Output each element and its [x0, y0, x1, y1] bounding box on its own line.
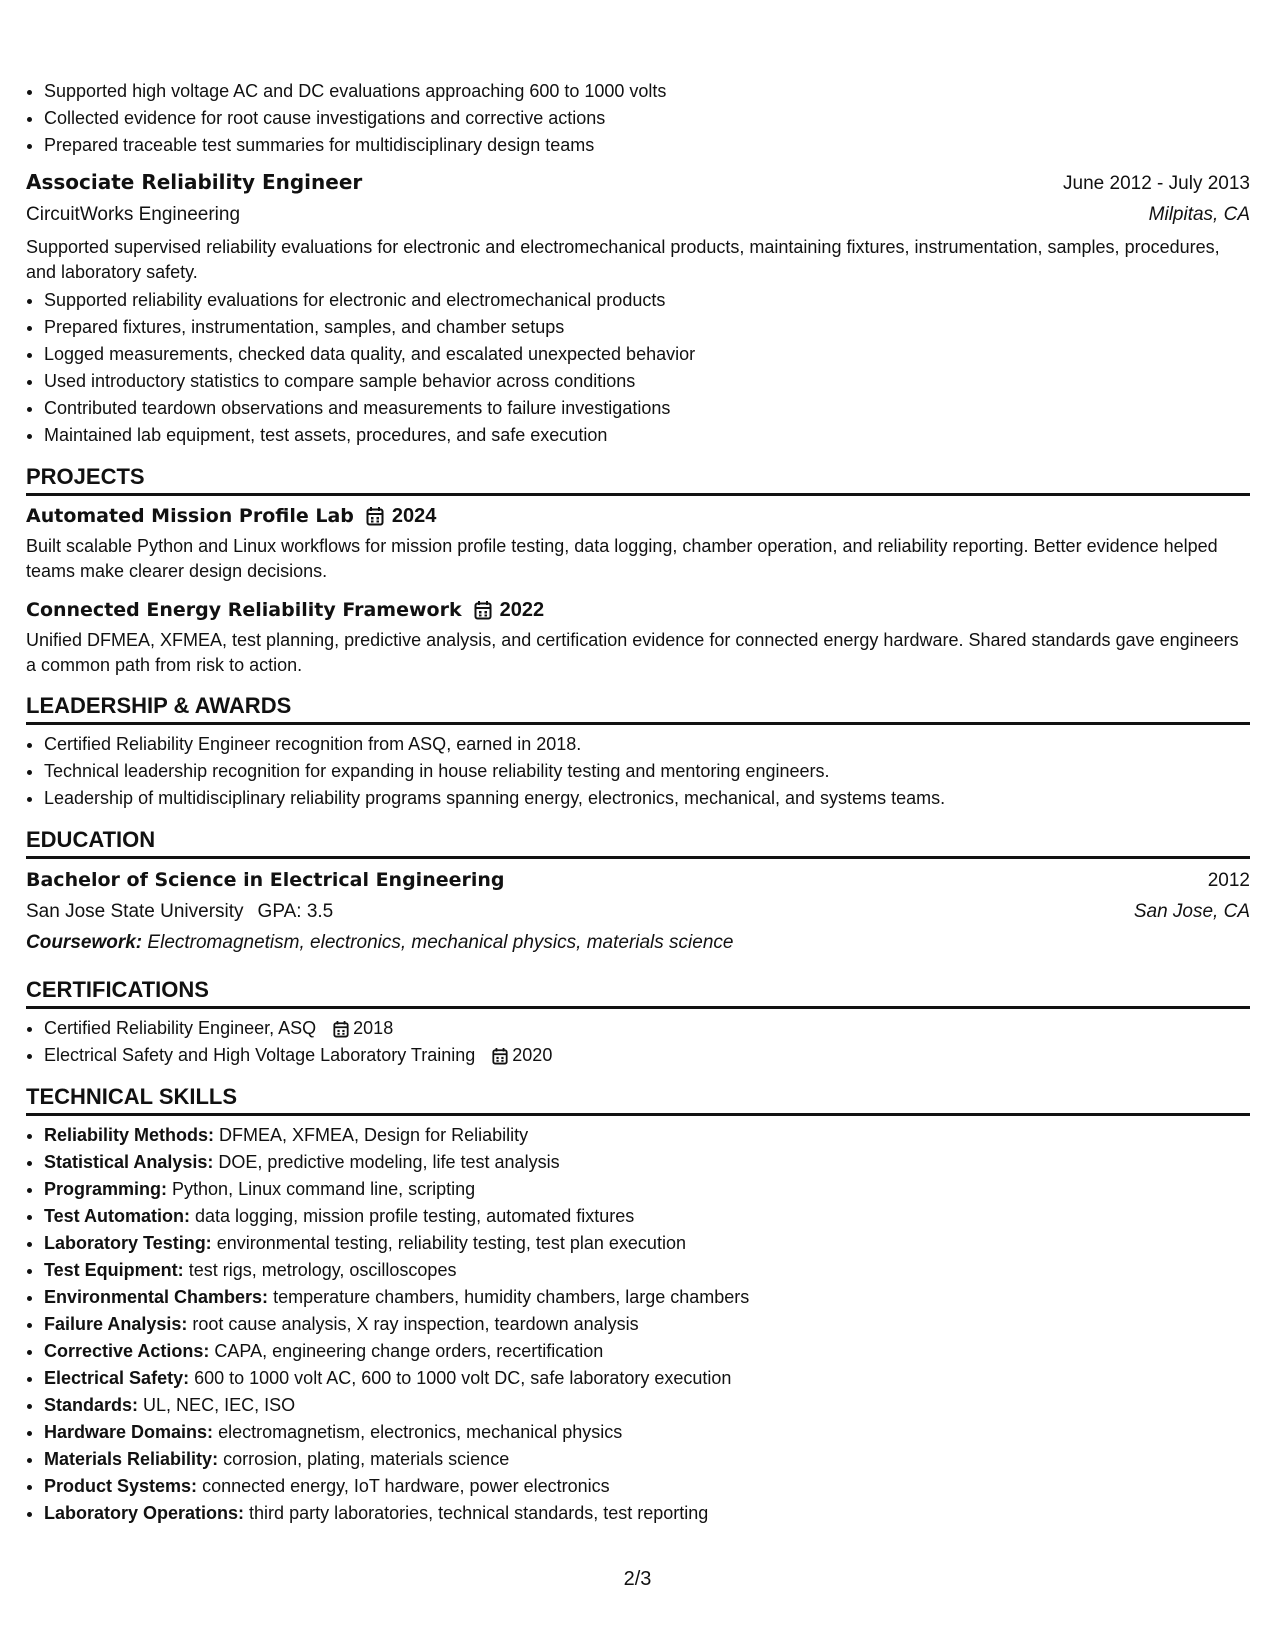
gpa: GPA: 3.5	[257, 901, 334, 922]
skill-label: Test Equipment:	[44, 1260, 184, 1280]
skill-item	[44, 1446, 1250, 1473]
bullet-item: • Contributed teardown observations and measurements to failure investigations	[44, 395, 1250, 422]
skill-value: CAPA, engineering change orders, recertification	[214, 1341, 604, 1361]
skill-value: temperature chambers, humidity chambers, large chambers	[273, 1287, 750, 1307]
section-heading-projects: PROJECTS	[26, 463, 1250, 496]
skill-value: Python, Linux command line, scripting	[172, 1179, 476, 1199]
skill-label: Hardware Domains:	[44, 1422, 214, 1442]
skill-label: Product Systems:	[44, 1476, 198, 1496]
skill-item	[44, 1149, 1250, 1176]
awards-list	[26, 731, 1250, 812]
skill-item	[44, 1176, 1250, 1203]
skill-value: connected energy, IoT hardware, power electronics	[202, 1476, 610, 1496]
bullet-item: • Supported reliability evaluations for electronic and electromechanical products	[44, 287, 1250, 314]
skill-item	[44, 1122, 1250, 1149]
project-title: Automated Mission Profile Lab	[26, 505, 354, 527]
resume-page	[26, 78, 1250, 1527]
skill-label: Statistical Analysis:	[44, 1152, 214, 1172]
bullet-item: • Used introductory statistics to compare sample behavior across conditions	[44, 368, 1250, 395]
skill-item	[44, 1203, 1250, 1230]
skill-label: Electrical Safety:	[44, 1368, 190, 1388]
skill-item	[44, 1338, 1250, 1365]
calendar-icon	[366, 506, 384, 526]
award-item: • Technical leadership recognition for expanding in house reliability testing and mentoring engineers.	[44, 758, 1250, 785]
skill-value: root cause analysis, X ray inspection, teardown analysis	[192, 1314, 639, 1334]
calendar-icon	[474, 600, 492, 620]
bullet-item: • Logged measurements, checked data quality, and escalated unexpected behavior	[44, 341, 1250, 368]
skill-item	[44, 1257, 1250, 1284]
certification-name: Electrical Safety and High Voltage Laboratory Training	[44, 1045, 476, 1065]
bullet-item: • Prepared traceable test summaries for multidisciplinary design teams	[44, 132, 1250, 159]
section-heading-certifications: CERTIFICATIONS	[26, 976, 1250, 1009]
calendar-icon	[492, 1047, 508, 1065]
bullet-item: • Maintained lab equipment, test assets, procedures, and safe execution	[44, 422, 1250, 449]
skill-item	[44, 1392, 1250, 1419]
coursework-label: Coursework:	[26, 932, 143, 953]
skill-label: Laboratory Testing:	[44, 1233, 212, 1253]
project-description: Built scalable Python and Linux workflows for mission profile testing, data logging, chamber operation, and reliability reporting. Better evidence helped teams make clearer design decisions.	[26, 536, 1218, 581]
certification-year: 2020	[512, 1045, 553, 1065]
bullet-item: • Supported high voltage AC and DC evaluations approaching 600 to 1000 volts	[44, 78, 1250, 105]
skill-value: corrosion, plating, materials science	[223, 1449, 510, 1469]
certification-item	[44, 1042, 1250, 1069]
skill-item	[44, 1230, 1250, 1257]
skill-label: Reliability Methods:	[44, 1125, 215, 1145]
skill-item	[44, 1311, 1250, 1338]
bullet-item: • Prepared fixtures, instrumentation, samples, and chamber setups	[44, 314, 1250, 341]
school-line	[26, 896, 333, 928]
skill-value: data logging, mission profile testing, automated fixtures	[195, 1206, 635, 1226]
coursework-list: Electromagnetism, electronics, mechanical physics, materials science	[147, 932, 734, 953]
project-entry	[26, 502, 1250, 584]
school-name: San Jose State University	[26, 901, 244, 922]
award-item: • Certified Reliability Engineer recognition from ASQ, earned in 2018.	[44, 731, 1250, 758]
project-year: 2024	[391, 505, 437, 527]
job-dates: June 2012 - July 2013	[1063, 173, 1250, 194]
skill-label: Laboratory Operations:	[44, 1503, 245, 1523]
company-name: CircuitWorks Engineering	[26, 204, 241, 225]
job-entry	[26, 167, 1250, 449]
skill-label: Test Automation:	[44, 1206, 190, 1226]
project-entry	[26, 596, 1250, 678]
skill-value: electromagnetism, electronics, mechanical physics	[218, 1422, 623, 1442]
school-location: San Jose, CA	[1133, 901, 1250, 922]
skill-label: Corrective Actions:	[44, 1341, 210, 1361]
skill-value: third party laboratories, technical standards, test reporting	[249, 1503, 709, 1523]
certifications-list	[26, 1015, 1250, 1069]
job-location: Milpitas, CA	[1148, 204, 1250, 225]
certification-name: Certified Reliability Engineer, ASQ	[44, 1018, 317, 1038]
certification-year: 2018	[353, 1018, 394, 1038]
skill-value: test rigs, metrology, oscilloscopes	[188, 1260, 457, 1280]
skill-label: Programming:	[44, 1179, 168, 1199]
calendar-icon	[333, 1020, 349, 1038]
section-heading-awards: LEADERSHIP & AWARDS	[26, 692, 1250, 725]
skill-value: environmental testing, reliability testing, test plan execution	[216, 1233, 686, 1253]
job-summary: Supported supervised reliability evaluations for electronic and electromechanical products, maintaining fixtures, instrumentation, samples, procedures, and laboratory safety.	[26, 237, 1220, 282]
certification-item	[44, 1015, 1250, 1042]
job-title: Associate Reliability Engineer	[26, 170, 363, 194]
skill-item	[44, 1500, 1250, 1527]
project-description: Unified DFMEA, XFMEA, test planning, predictive analysis, and certification evidence for connected energy hardware. Shared standards gave engineers a common path from risk to action.	[26, 630, 1239, 675]
page-number: 2/3	[623, 1568, 652, 1590]
skill-item	[44, 1284, 1250, 1311]
skill-label: Environmental Chambers:	[44, 1287, 269, 1307]
skill-item	[44, 1365, 1250, 1392]
skill-value: DOE, predictive modeling, life test analysis	[218, 1152, 560, 1172]
graduation-year: 2012	[1207, 870, 1250, 891]
skill-label: Standards:	[44, 1395, 139, 1415]
job-bullets	[26, 287, 1250, 449]
bullet-item: • Collected evidence for root cause investigations and corrective actions	[44, 105, 1250, 132]
skill-value: DFMEA, XFMEA, Design for Reliability	[219, 1125, 529, 1145]
skill-value: UL, NEC, IEC, ISO	[143, 1395, 296, 1415]
skill-label: Failure Analysis:	[44, 1314, 188, 1334]
project-title: Connected Energy Reliability Framework	[26, 599, 462, 621]
previous-job-bullets	[26, 78, 1250, 159]
coursework	[26, 928, 1250, 958]
skill-label: Materials Reliability:	[44, 1449, 219, 1469]
section-heading-skills: TECHNICAL SKILLS	[26, 1083, 1250, 1116]
skill-item	[44, 1473, 1250, 1500]
skills-list	[26, 1122, 1250, 1527]
award-item: • Leadership of multidisciplinary reliability programs spanning energy, electronics, mechanical, and systems teams.	[44, 785, 1250, 812]
section-heading-education: EDUCATION	[26, 826, 1250, 859]
skill-value: 600 to 1000 volt AC, 600 to 1000 volt DC, safe laboratory execution	[194, 1368, 732, 1388]
skill-item	[44, 1419, 1250, 1446]
degree-title: Bachelor of Science in Electrical Engineering	[26, 869, 505, 891]
education-entry	[26, 865, 1250, 958]
project-year: 2022	[499, 599, 545, 621]
